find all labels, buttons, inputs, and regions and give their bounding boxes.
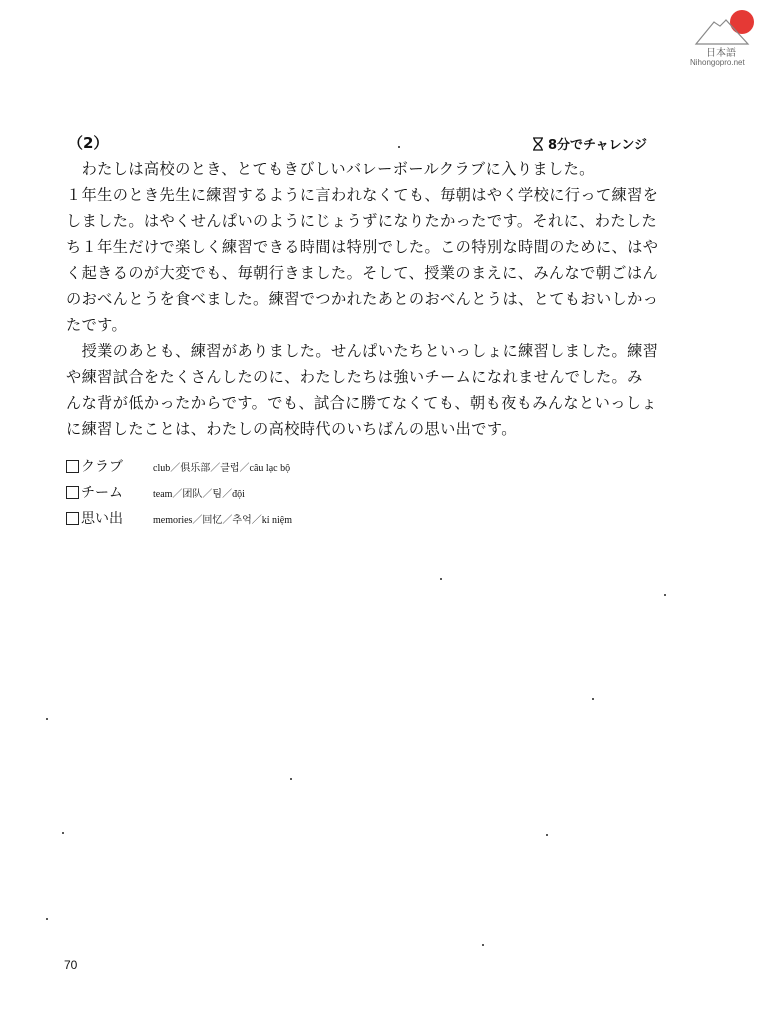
scan-speck xyxy=(482,944,484,946)
scan-speck xyxy=(290,778,292,780)
vocab-item xyxy=(66,482,466,502)
passage-line: のおべんとうを食べました。練習でつかれたあとのおべんとうは、とてもおいしかっ xyxy=(66,290,659,308)
scan-speck xyxy=(46,718,48,720)
passage-line: １年生のとき先生に練習するように言われなくても、毎朝はやく学校に行って練習を xyxy=(66,186,659,204)
passage-line: く起きるのが大変でも、毎朝行きました。そして、授業のまえに、みんなで朝ごはん xyxy=(66,264,659,282)
vocab-gloss: team／团队／팀／đội xyxy=(153,488,245,500)
page-number: 70 xyxy=(64,958,78,972)
scan-speck xyxy=(546,834,548,836)
reading-passage xyxy=(66,156,682,442)
scan-speck xyxy=(664,594,666,596)
vocab-term: チーム xyxy=(81,485,123,501)
logo-text-url: Nihongopro.net xyxy=(690,58,745,67)
hourglass-icon xyxy=(532,137,544,151)
passage-line: に練習したことは、わたしの高校時代のいちばんの思い出です。 xyxy=(66,420,517,438)
passage-line: や練習試合をたくさんしたのに、わたしたちは強いチームになれませんでした。み xyxy=(66,368,643,386)
vocab-term: 思い出 xyxy=(81,511,123,527)
section-number: （2） xyxy=(68,134,109,152)
passage-line: ち１年生だけで楽しく練習できる時間は特別でした。この特別な時間のために、はや xyxy=(66,238,659,256)
passage-line: んな背が低かったからです。でも、試合に勝てなくても、朝も夜もみんなといっしょ xyxy=(66,394,657,412)
vocab-item xyxy=(66,456,466,476)
passage-line: わたしは高校のとき、とてもきびしいバレーボールクラブに入りました。 xyxy=(66,160,595,178)
vocab-gloss: memories／回忆／추억／kỉ niệm xyxy=(153,514,293,526)
scan-speck xyxy=(46,918,48,920)
site-logo xyxy=(690,8,762,68)
vocab-gloss: club／俱乐部／클럽／câu lạc bộ xyxy=(153,462,291,474)
passage-line: 授業のあとも、練習がありました。せんぱいたちといっしょに練習しました。練習 xyxy=(66,342,659,360)
logo-text-japanese: 日本語 xyxy=(706,48,736,59)
challenge-label xyxy=(532,134,647,153)
passage-line: たです。 xyxy=(66,316,128,334)
checkbox-icon xyxy=(66,460,79,473)
checkbox-icon xyxy=(66,486,79,499)
scan-speck xyxy=(62,832,64,834)
scan-speck xyxy=(440,578,442,580)
mount-fuji-icon xyxy=(690,8,762,48)
vocab-item xyxy=(66,508,466,528)
vocab-term: クラブ xyxy=(81,459,123,475)
passage-line: しました。はやくせんぱいのようにじょうずになりたかったです。それに、わたした xyxy=(66,212,658,230)
checkbox-icon xyxy=(66,512,79,525)
scan-speck xyxy=(398,146,400,148)
scan-speck xyxy=(592,698,594,700)
challenge-text: 8分でチャレンジ xyxy=(548,138,648,153)
